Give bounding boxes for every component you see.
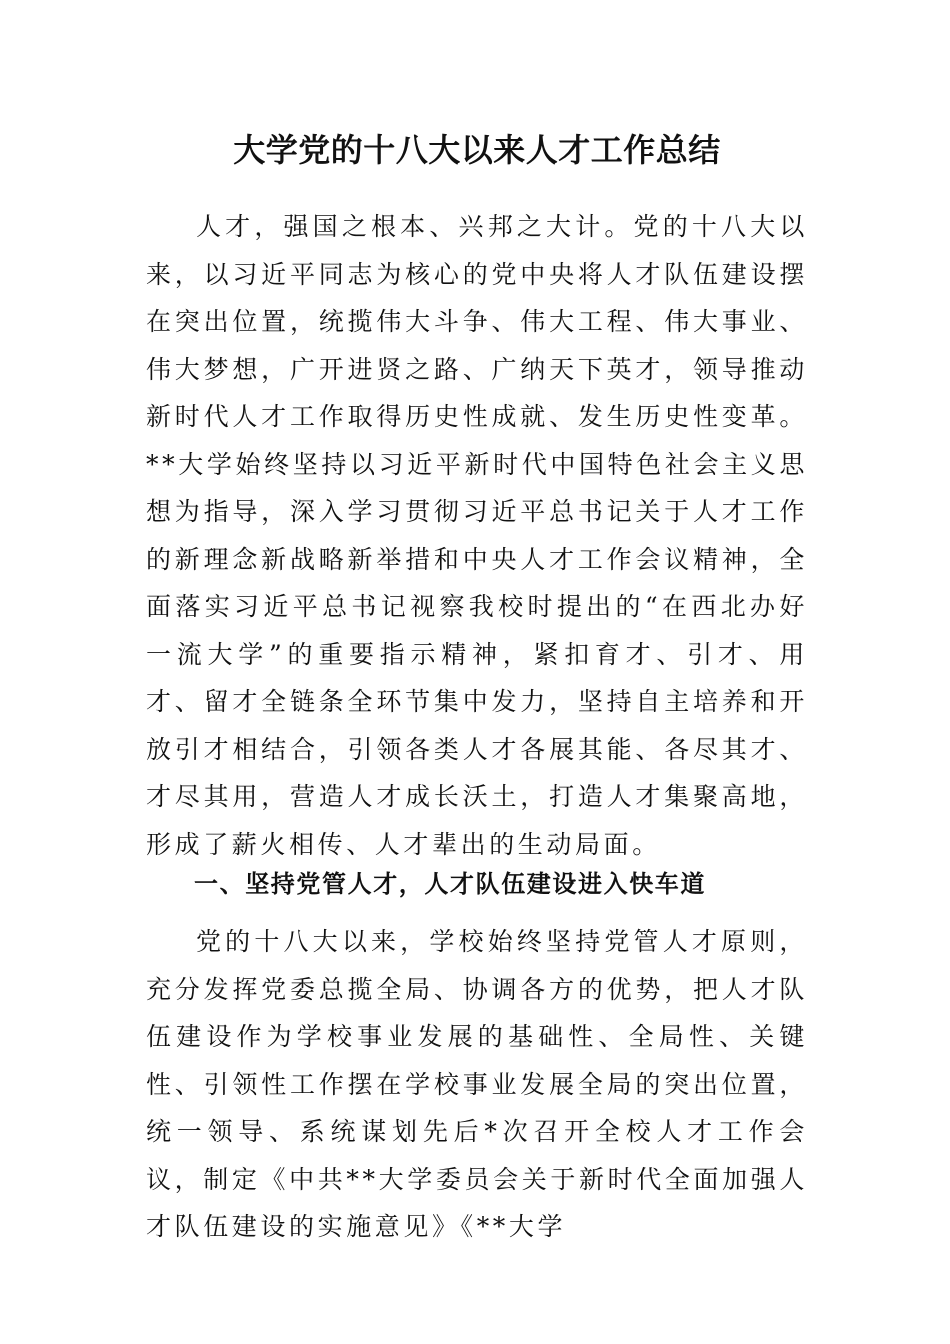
document-title: 大学党的十八大以来人才工作总结 — [233, 131, 721, 169]
section-paragraph: 党的十八大以来，学校始终坚持党管人才原则，充分发挥党委总揽全局、协调各方的优势，把人才队伍建设作为学校事业发展的基础性、全局性、关键性、引领性工作摆在学校事业发展全局的突出位置，统一领导、系统谋划先后*次召开全校人才工作会议，制定《中共**大学委员会关于新时代全面加强人才队伍建设的实施意见》《**大学 — [146, 927, 808, 1241]
intro-paragraph: 人才，强国之根本、兴邦之大计。党的十八大以来，以习近平同志为核心的党中央将人才队伍建设摆在突出位置，统揽伟大斗争、伟大工程、伟大事业、伟大梦想，广开进贤之路、广纳天下英才，领导推动新时代人才工作取得历史性成就、发生历史性变革。**大学始终坚持以习近平新时代中国特色社会主义思想为指导，深入学习贯彻习近平总书记关于人才工作的新理念新战略新举措和中央人才工作会议精神，全面落实习近平总书记视察我校时提出的“在西北办好一流大学”的重要指示精神，紧扣育才、引才、用才、留才全链条全环节集中发力，坚持自主培养和开放引才相结合，引领各类人才各展其能、各尽其才、才尽其用，营造人才成长沃土，打造人才集聚高地，形成了薪火相传、人才辈出的生动局面。 — [146, 212, 808, 859]
section-heading: 一、坚持党管人才，人才队伍建设进入快车道 — [194, 870, 706, 898]
